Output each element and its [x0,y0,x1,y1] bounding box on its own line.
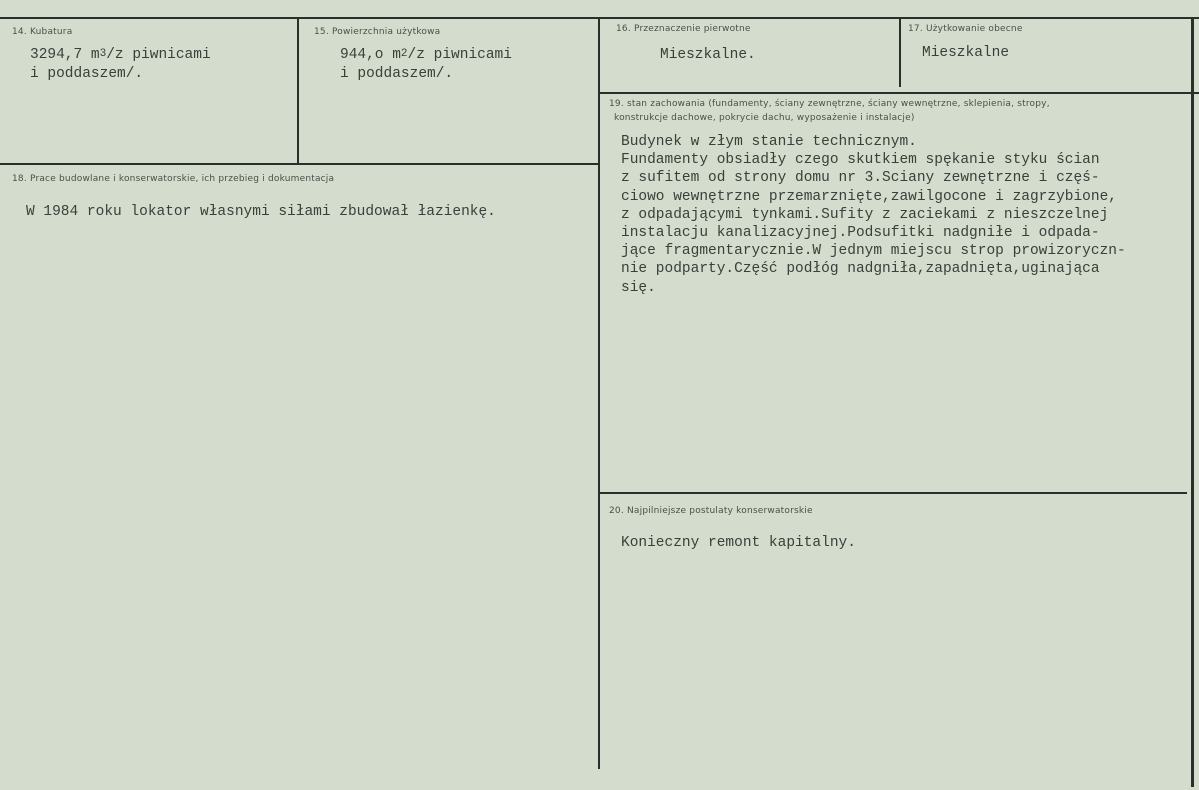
divider-main [598,17,600,769]
field-19-line: Fundamenty obsiadły czego skutkiem spękanie styku ścian [621,152,1100,169]
row-divider-section20 [600,492,1187,494]
field-15-line2: i poddaszem/. [340,66,454,82]
field-19-label-line1: 19. stan zachowania (fundamenty, ściany zewnętrzne, ściany wewnętrzne, sklepienia, stropy, [609,99,1050,109]
right-edge-line [1191,17,1194,787]
field-18-label: 18. Prace budowlane i konserwatorskie, ich przebieg i dokumentacja [12,174,335,184]
field-19-line: Budynek w złym stanie technicznym. [621,134,917,150]
field-15-rest: /z piwnicami [407,47,512,63]
field-20-label: 20. Najpilniejsze postulaty konserwatorskie [609,506,813,516]
field-15-exponent: 2 [400,48,408,60]
field-19-line: nie podparty.Część podłóg nadgniła,zapadnięta,uginająca [621,261,1100,278]
field-16-label: 16. Przeznaczenie pierwotne [616,24,751,34]
field-15-number: 944,o m [340,47,401,63]
field-14-value [30,46,211,83]
field-19-line: ciowo wewnętrzne przemarznięte,zawilgocone i zagrzybione, [621,188,1117,205]
field-15-label: 15. Powierzchnia użytkowa [314,27,441,37]
field-19-line: instalacju kanalizacyjnej.Podsufitki nadgniłe i odpada- [621,225,1100,242]
field-19-text [621,133,1126,297]
field-16-value: Mieszkalne. [660,47,756,63]
field-19-line: z sufitem od strony domu nr 3.Sciany zewnętrzne i częś- [621,170,1100,187]
field-19-line: z odpadającymi tynkami.Sufity z zaciekami z nieszczelnej [621,206,1109,223]
field-14-number: 3294,7 m [30,47,100,63]
divider-14-15 [297,17,299,163]
field-14-exponent: 3 [99,48,107,60]
field-14-line2: i poddaszem/. [30,66,144,82]
field-20-value: Konieczny remont kapitalny. [621,535,856,551]
field-19-label-line2: konstrukcje dachowe, pokrycie dachu, wyposażenie i instalacje) [614,113,915,123]
field-14-label: 14. Kubatura [12,27,73,37]
field-19-line: się. [621,279,656,296]
field-14-rest: /z piwnicami [106,47,211,63]
field-17-value: Mieszkalne [922,45,1010,61]
field-18-value: W 1984 roku lokator własnymi siłami zbudował łazienkę. [26,204,496,220]
row-divider-right [600,92,1199,94]
field-15-value [340,46,512,83]
divider-16-17 [899,17,901,87]
row-divider-left [0,163,600,165]
field-17-label: 17. Użytkowanie obecne [908,24,1023,34]
field-19-line: jące fragmentarycznie.W jednym miejscu strop prowizoryczn- [621,243,1126,260]
